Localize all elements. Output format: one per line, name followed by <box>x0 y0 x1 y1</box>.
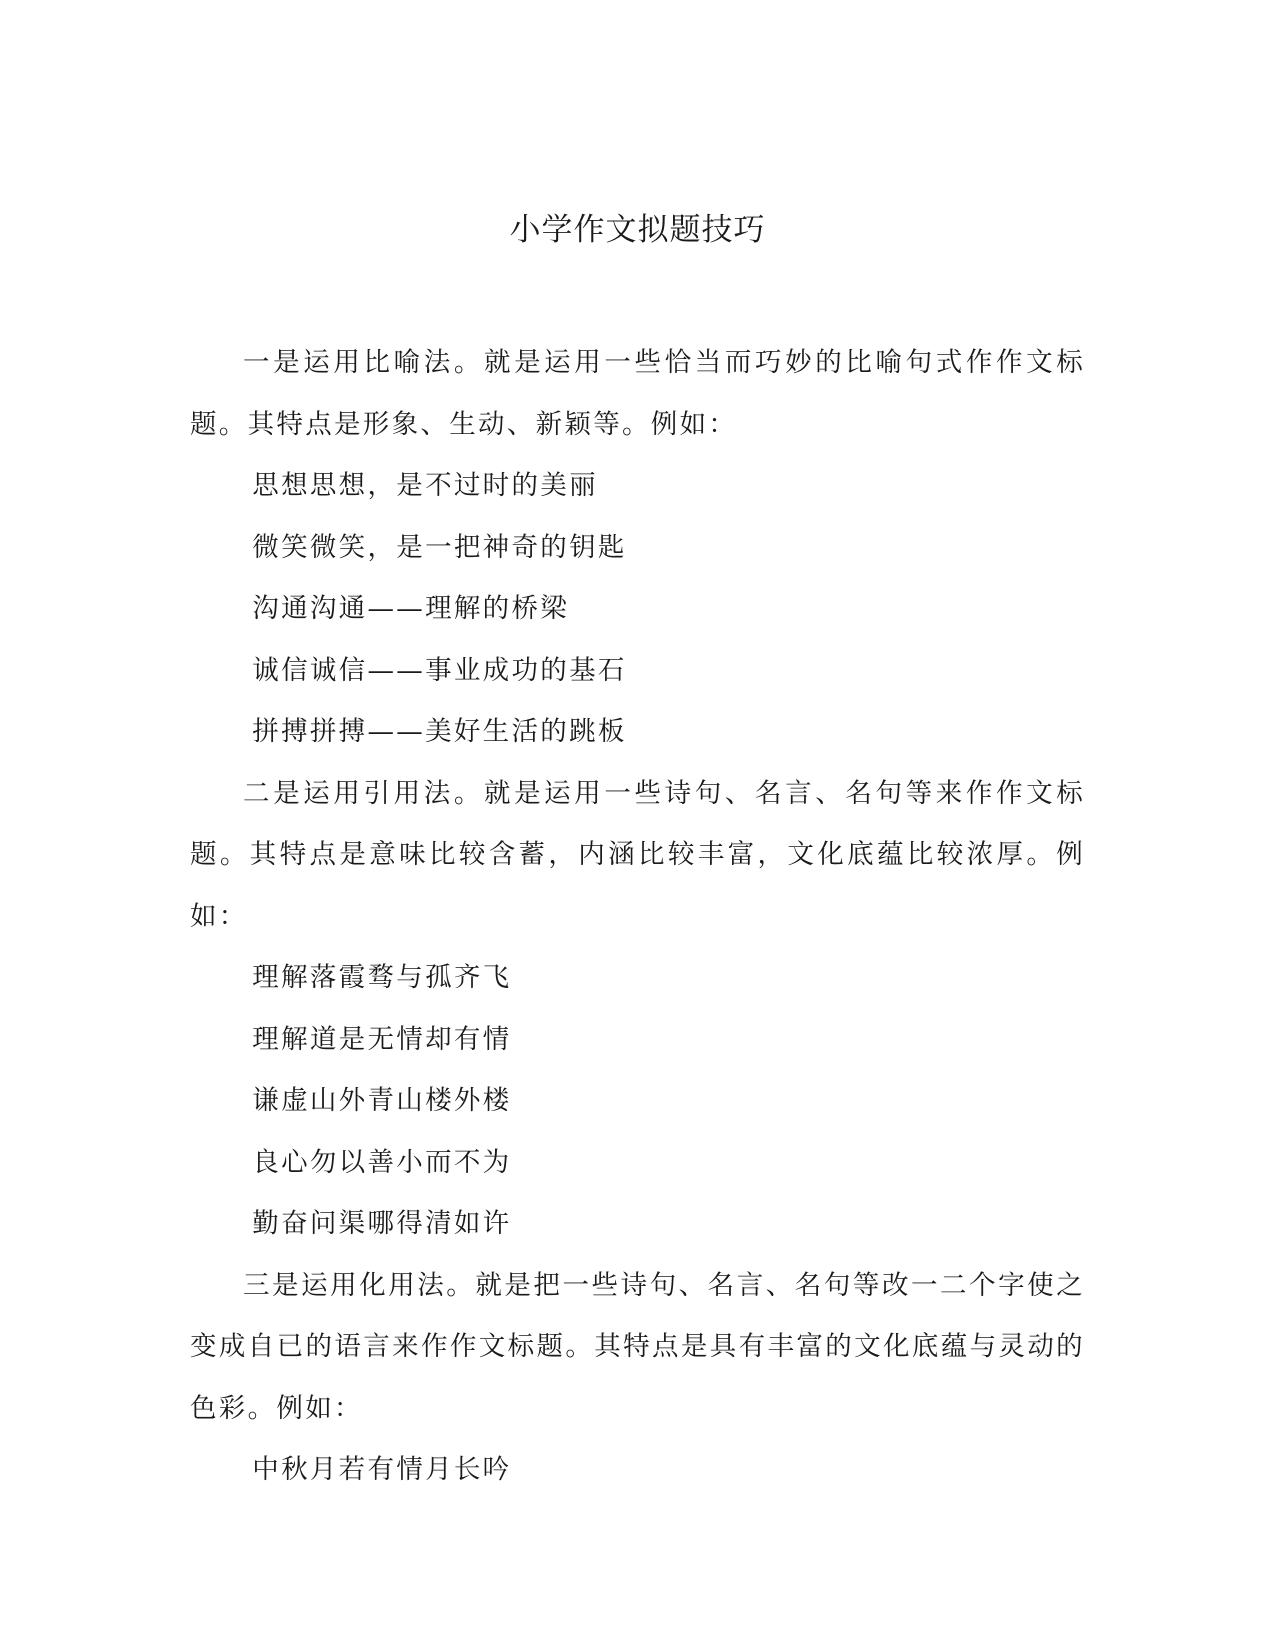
section-3-intro: 三是运用化用法。就是把一些诗句、名言、名句等改一二个字使之变成自已的语言来作作文标题。其特点是具有丰富的文化底蕴与灵动的色彩。例如： <box>190 1269 1085 1424</box>
document-body <box>190 332 1085 1501</box>
section-1-example-4: 诚信诚信——事业成功的基石 <box>252 654 627 686</box>
section-2-example-4: 良心勿以善小而不为 <box>252 1146 512 1178</box>
section-1-intro: 一是运用比喻法。就是运用一些恰当而巧妙的比喻句式作作文标题。其特点是形象、生动、新颖等。例如： <box>190 347 1085 440</box>
section-2-example-3: 谦虚山外青山楼外楼 <box>252 1085 512 1116</box>
section-1-example-2: 微笑微笑，是一把神奇的钥匙 <box>252 531 627 563</box>
section-3-example-1: 中秋月若有情月长吟 <box>252 1454 512 1485</box>
section-2-example-2: 理解道是无情却有情 <box>252 1023 512 1055</box>
section-2-example-1: 理解落霞骛与孤齐飞 <box>252 962 512 993</box>
section-1-example-3: 沟通沟通——理解的桥梁 <box>252 593 570 624</box>
document-title: 小学作文拟题技巧 <box>509 212 766 248</box>
section-2-example-5: 勤奋问渠哪得清如许 <box>252 1208 512 1239</box>
section-2-intro: 二是运用引用法。就是运用一些诗句、名言、名句等来作作文标题。其特点是意味比较含蓄，内涵比较丰富，文化底蕴比较浓厚。例如： <box>190 777 1085 932</box>
section-1-example-5: 拼搏拼搏——美好生活的跳板 <box>252 716 627 747</box>
section-1-example-1: 思想思想，是不过时的美丽 <box>252 470 598 501</box>
